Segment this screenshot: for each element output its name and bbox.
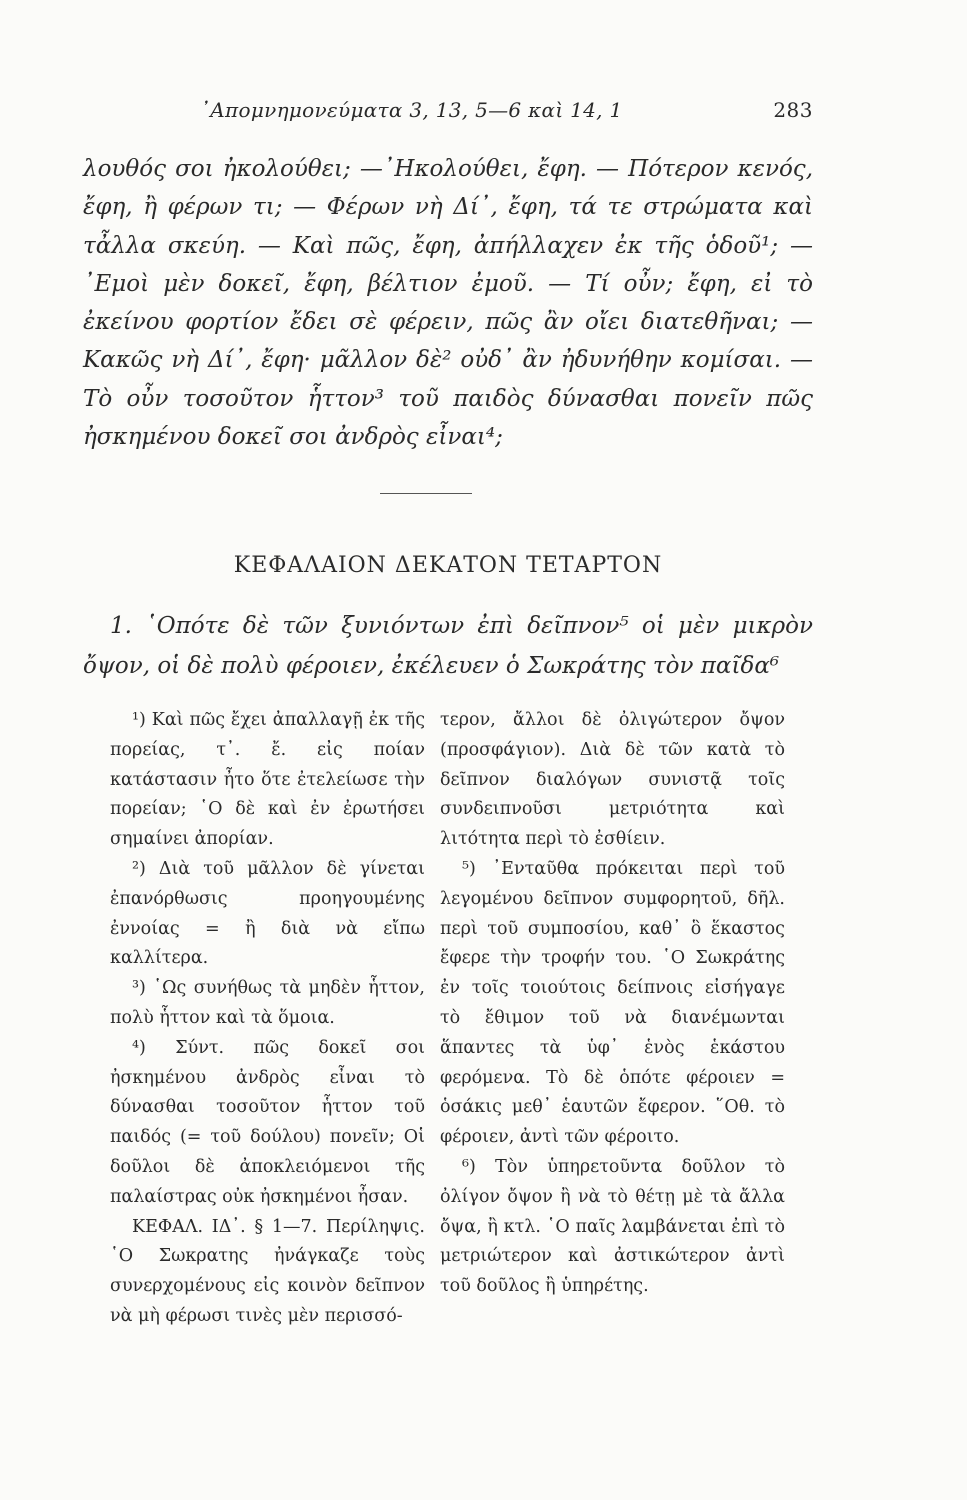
section-divider: [380, 493, 472, 494]
footnote-6: ⁶) Τὸν ὑπηρετοῦντα δοῦλον τὸ ὀλίγον ὄψον ἢ νὰ τὸ θέτῃ μὲ τὰ ἄλλα ὄψα, ἢ κτλ. ῾Ο παῖς λαμβάνεται ἐπὶ τὸ μετριώτερον καὶ ἀστικώτερον ἀντὶ τοῦ δοῦλος ἢ ὑπηρέτης.: [440, 1156, 785, 1297]
footnote-1: ¹) Καὶ πῶς ἔχει ἀπαλλαγῇ ἐκ τῆς πορείας, τ᾽. ἔ. εἰς ποίαν κατάστασιν ἦτο ὅτε ἐτελείωσε τὴν πορείαν; ῾Ο δὲ καὶ ἐν ἐρωτήσει σημαίνει ἀπορίαν.: [110, 710, 425, 850]
footnote-3: ³) ῾Ως συνήθως τὰ μηδὲν ἧττον, πολὺ ἧττον καὶ τὰ ὅμοια.: [110, 978, 425, 1028]
footnotes-right-column: [440, 706, 785, 1302]
chapter-summary-continuation: τερον, ἄλλοι δὲ ὀλιγώτερον ὄψον (προσφάγιον). Διὰ δὲ τῶν κατὰ τὸ δεῖπνον διαλόγων συνιστᾷ τοῖς συνδειπνοῦσι μετριότητα καὶ λιτότητα περὶ τὸ ἐσθίειν.: [440, 710, 785, 850]
main-paragraph: λουθός σοι ἠκολούθει; —᾽Ηκολούθει, ἔφη. — Πότερον κενός, ἔφη, ἢ φέρων τι; — Φέρων νὴ Δί᾽, ἔφη, τά τε στρώματα καὶ τἆλλα σκεύη. — Καὶ πῶς, ἔφη, ἀπήλλαχεν ἐκ τῆς ὁδοῦ¹; — ᾽Εμοὶ μὲν δοκεῖ, ἔφη, βέλτιον ἐμοῦ. — Τί οὖν; ἔφη, εἰ τὸ ἐκείνου φορτίον ἔδει σὲ φέρειν, πῶς ἂν οἴει διατεθῆναι; — Κακῶς νὴ Δί᾽, ἔφη· μᾶλλον δὲ² οὐδ᾽ ἂν ἠδυνήθην κομίσαι. — Τὸ οὖν τοσοῦτον ἧττον³ τοῦ παιδὸς δύνασθαι πονεῖν πῶς ἠσκημένου δοκεῖ σοι ἀνδρὸς εἶναι⁴;: [83, 156, 813, 451]
running-header: [83, 98, 813, 128]
chapter-paragraph: 1. ῾Οπότε δὲ τῶν ξυνιόντων ἐπὶ δεῖπνον⁵ οἱ μὲν μικρὸν ὄψον, οἱ δὲ πολὺ φέροιεν, ἐκέλευεν ὁ Σωκράτης τὸν παῖδα⁶: [83, 613, 813, 679]
chapter-text-block: [83, 606, 813, 686]
chapter-heading: ΚΕΦΑΛΑΙΟΝ ΔΕΚΑΤΟΝ ΤΕΤΑΡΤΟΝ: [233, 553, 663, 578]
page-number: 283: [773, 98, 813, 122]
footnote-4: ⁴) Σύντ. πῶς δοκεῖ σοι ἠσκημένου ἀνδρὸς εἶναι τὸ δύνασθαι τοσοῦτον ἧττον τοῦ παιδός (= τοῦ δούλου) πονεῖν; Οἱ δοῦλοι δὲ ἀποκλειόμενοι τῆς παλαίστρας οὐκ ἠσκημένοι ἦσαν.: [110, 1037, 425, 1207]
footnote-5: ⁵) ᾽Ενταῦθα πρόκειται περὶ τοῦ λεγομένου δεῖπνον συμφορητοῦ, δῆλ. περὶ τοῦ συμποσίου, καθ᾽ ὃ ἕκαστος ἔφερε τὴν τροφήν του. ῾Ο Σωκράτης ἐν τοῖς τοιούτοις δείπνοις εἰσήγαγε τὸ ἔθιμον τοῦ νὰ διανέμωνται ἅπαντες τὰ ὑφ᾽ ἑνὸς ἑκάστου φερόμενα. Τὸ δὲ ὁπότε φέροιεν = ὁσάκις μεθ᾽ ἑαυτῶν ἔφερον. ῞Οθ. τὸ φέροιεν, ἀντὶ τῶν φέροιτο.: [440, 858, 785, 1148]
footnotes-left-column: [110, 706, 425, 1332]
running-title: ᾽Απομνημονεύματα 3, 13, 5—6 καὶ 14, 1: [200, 98, 623, 122]
chapter-summary-note: ΚΕΦΑΛ. ΙΔ᾽. § 1—7. Περίληψις. ῾Ο Σωκρατης ἠνάγκαζε τοὺς συνερχομένους εἰς κοινὸν δεῖπνον νὰ μὴ φέρωσι τινὲς μὲν περισσό-: [110, 1216, 425, 1326]
main-text-block: [83, 150, 813, 456]
footnote-2: ²) Διὰ τοῦ μᾶλλον δὲ γίνεται ἐπανόρθωσις προηγουμένης ἐννοίας = ἢ διὰ νὰ εἴπω καλλίτερα.: [110, 858, 425, 969]
